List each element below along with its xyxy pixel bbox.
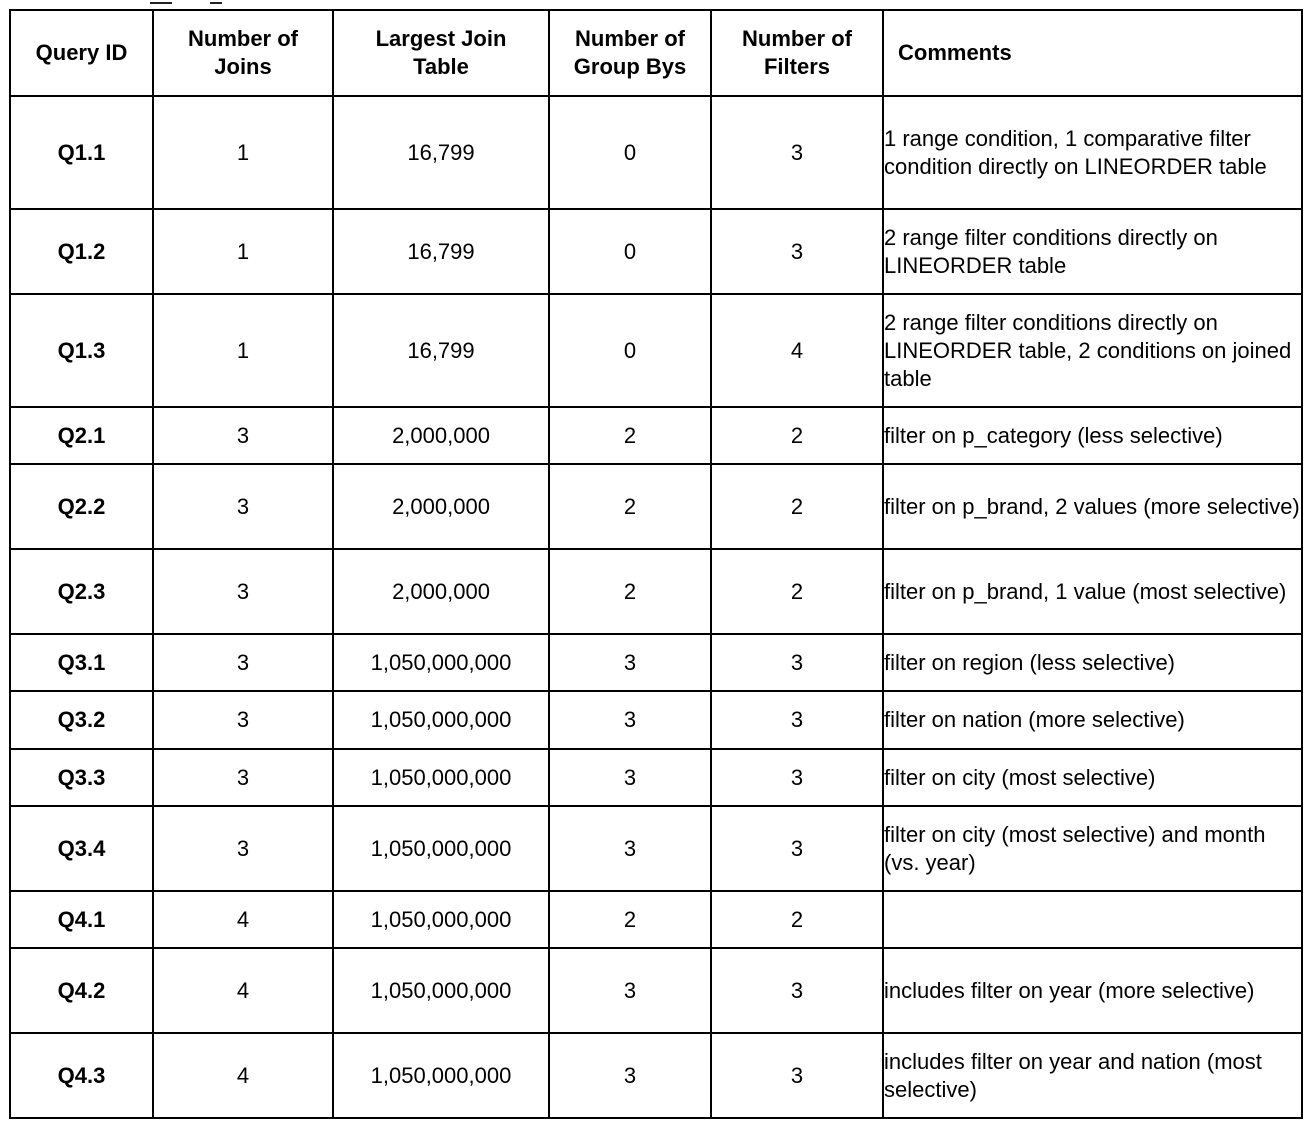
cell-filters: 3	[711, 634, 883, 691]
cell-largest-join-table: 1,050,000,000	[333, 948, 549, 1033]
cell-query-id: Q2.1	[10, 407, 153, 464]
cell-comments: includes filter on year and nation (most selective)	[883, 1033, 1302, 1118]
cell-largest-join-table: 2,000,000	[333, 549, 549, 634]
cell-query-id: Q1.1	[10, 96, 153, 209]
cell-filters: 3	[711, 806, 883, 891]
cell-joins: 3	[153, 464, 333, 549]
table-row	[10, 891, 1302, 948]
cell-comments: filter on region (less selective)	[883, 634, 1302, 691]
table-header-row	[10, 10, 1302, 96]
cell-largest-join-table: 1,050,000,000	[333, 749, 549, 806]
cell-comments: filter on city (most selective) and month (vs. year)	[883, 806, 1302, 891]
cell-comments: filter on p_brand, 1 value (most selective)	[883, 549, 1302, 634]
cell-query-id: Q3.2	[10, 691, 153, 749]
cell-comments: filter on city (most selective)	[883, 749, 1302, 806]
cropped-glyph	[210, 0, 222, 4]
cell-group-bys: 3	[549, 1033, 711, 1118]
cell-joins: 3	[153, 634, 333, 691]
cell-query-id: Q4.1	[10, 891, 153, 948]
cell-query-id: Q1.2	[10, 209, 153, 294]
table-row	[10, 294, 1302, 407]
cell-largest-join-table: 16,799	[333, 96, 549, 209]
cell-largest-join-table: 1,050,000,000	[333, 891, 549, 948]
cell-comments: filter on p_category (less selective)	[883, 407, 1302, 464]
table-row	[10, 1033, 1302, 1118]
cell-query-id: Q4.2	[10, 948, 153, 1033]
table-row	[10, 464, 1302, 549]
cell-largest-join-table: 16,799	[333, 294, 549, 407]
table-row	[10, 549, 1302, 634]
cell-largest-join-table: 1,050,000,000	[333, 1033, 549, 1118]
cell-largest-join-table: 1,050,000,000	[333, 691, 549, 749]
header-query-id: Query ID	[10, 10, 153, 96]
header-number-of-filters: Number of Filters	[711, 10, 883, 96]
cell-joins: 1	[153, 96, 333, 209]
cell-joins: 3	[153, 691, 333, 749]
cell-filters: 3	[711, 209, 883, 294]
cell-query-id: Q1.3	[10, 294, 153, 407]
cell-joins: 3	[153, 749, 333, 806]
cell-group-bys: 3	[549, 749, 711, 806]
table-row	[10, 749, 1302, 806]
table-row	[10, 634, 1302, 691]
cell-group-bys: 0	[549, 96, 711, 209]
cell-query-id: Q3.1	[10, 634, 153, 691]
header-largest-join-table: Largest Join Table	[333, 10, 549, 96]
cell-filters: 2	[711, 464, 883, 549]
cell-filters: 3	[711, 948, 883, 1033]
cropped-glyph	[150, 0, 172, 4]
cell-group-bys: 0	[549, 294, 711, 407]
cell-filters: 3	[711, 1033, 883, 1118]
cell-group-bys: 2	[549, 464, 711, 549]
cell-group-bys: 3	[549, 691, 711, 749]
query-table	[9, 9, 1303, 1119]
cell-group-bys: 2	[549, 549, 711, 634]
cell-comments: includes filter on year (more selective)	[883, 948, 1302, 1033]
cell-joins: 3	[153, 806, 333, 891]
cell-joins: 3	[153, 407, 333, 464]
cell-group-bys: 3	[549, 634, 711, 691]
cell-filters: 3	[711, 96, 883, 209]
cell-comments	[883, 891, 1302, 948]
header-number-of-group-bys: Number of Group Bys	[549, 10, 711, 96]
cell-largest-join-table: 2,000,000	[333, 407, 549, 464]
cell-largest-join-table: 2,000,000	[333, 464, 549, 549]
cell-query-id: Q3.4	[10, 806, 153, 891]
cell-joins: 1	[153, 294, 333, 407]
cell-query-id: Q2.3	[10, 549, 153, 634]
cell-joins: 3	[153, 549, 333, 634]
cell-comments: filter on p_brand, 2 values (more selective)	[883, 464, 1302, 549]
table-row	[10, 209, 1302, 294]
table-row	[10, 96, 1302, 209]
cell-group-bys: 3	[549, 948, 711, 1033]
cell-filters: 2	[711, 407, 883, 464]
cell-largest-join-table: 16,799	[333, 209, 549, 294]
table-row	[10, 407, 1302, 464]
cell-filters: 4	[711, 294, 883, 407]
cell-query-id: Q4.3	[10, 1033, 153, 1118]
cell-query-id: Q3.3	[10, 749, 153, 806]
cell-largest-join-table: 1,050,000,000	[333, 806, 549, 891]
cell-group-bys: 2	[549, 891, 711, 948]
cell-filters: 2	[711, 549, 883, 634]
cell-comments: 1 range condition, 1 comparative filter condition directly on LINEORDER table	[883, 96, 1302, 209]
cell-group-bys: 0	[549, 209, 711, 294]
cell-group-bys: 3	[549, 806, 711, 891]
cell-comments: 2 range filter conditions directly on LINEORDER table	[883, 209, 1302, 294]
table-row	[10, 948, 1302, 1033]
cell-joins: 1	[153, 209, 333, 294]
table-row	[10, 691, 1302, 749]
header-number-of-joins: Number of Joins	[153, 10, 333, 96]
cell-joins: 4	[153, 948, 333, 1033]
cell-joins: 4	[153, 891, 333, 948]
cell-filters: 2	[711, 891, 883, 948]
header-comments: Comments	[883, 10, 1302, 96]
cell-group-bys: 2	[549, 407, 711, 464]
cell-comments: 2 range filter conditions directly on LINEORDER table, 2 conditions on joined table	[883, 294, 1302, 407]
cell-joins: 4	[153, 1033, 333, 1118]
cell-largest-join-table: 1,050,000,000	[333, 634, 549, 691]
cell-query-id: Q2.2	[10, 464, 153, 549]
cell-comments: filter on nation (more selective)	[883, 691, 1302, 749]
cell-filters: 3	[711, 749, 883, 806]
table-row	[10, 806, 1302, 891]
cell-filters: 3	[711, 691, 883, 749]
